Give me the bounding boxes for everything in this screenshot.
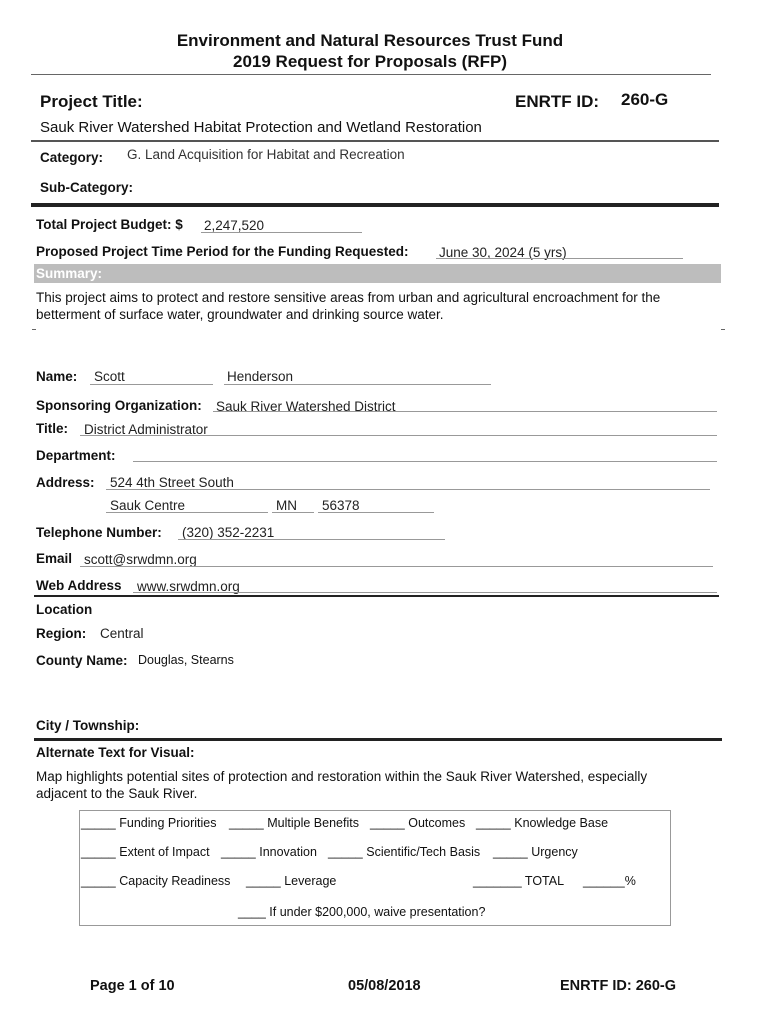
contact-rule — [34, 595, 719, 597]
phone-label: Telephone Number: — [36, 525, 162, 540]
zip-value: 56378 — [322, 498, 360, 513]
document-title: Environment and Natural Resources Trust Fund — [176, 31, 564, 50]
score-leverage: _____ Leverage — [246, 874, 337, 888]
enrtf-id-label: ENRTF ID: — [515, 92, 600, 111]
score-multiple-benefits: _____ Multiple Benefits — [229, 816, 359, 830]
budget-value: 2,247,520 — [204, 218, 265, 233]
web-label: Web Address — [36, 578, 122, 593]
summary-line-2: betterment of surface water, groundwater and drinking source water. — [36, 307, 444, 322]
street-value: 524 4th Street South — [110, 475, 234, 490]
header-rule — [31, 74, 711, 75]
first-name-value: Scott — [94, 369, 125, 384]
period-value: June 30, 2024 (5 yrs) — [439, 245, 567, 260]
org-value: Sauk River Watershed District — [216, 399, 396, 414]
period-label: Proposed Project Time Period for the Funding Requested: — [36, 244, 409, 259]
enrtf-id-value: 260-G — [621, 90, 669, 109]
summary-bar: Summary: — [34, 264, 721, 283]
summary-tick-right — [721, 329, 725, 330]
title-underline — [80, 435, 717, 436]
location-rule — [34, 738, 722, 741]
footer-date: 05/08/2018 — [348, 978, 421, 994]
project-title-value: Sauk River Watershed Habitat Protection and Wetland Restoration — [40, 119, 482, 136]
category-label: Category: — [40, 150, 104, 165]
score-total: _______ TOTAL — [473, 874, 565, 888]
email-underline — [80, 566, 713, 567]
web-underline — [133, 592, 717, 593]
last-name-underline — [224, 384, 491, 385]
department-underline — [133, 461, 717, 462]
alt-text-line-2: adjacent to the Sauk River. — [36, 786, 198, 801]
zip-underline — [318, 512, 434, 513]
org-label: Sponsoring Organization: — [36, 398, 202, 413]
budget-underline — [201, 232, 362, 233]
web-value: www.srwdmn.org — [137, 579, 240, 594]
phone-underline — [178, 539, 445, 540]
department-label: Department: — [36, 448, 116, 463]
address-label: Address: — [36, 475, 95, 490]
score-percent: ______% — [583, 874, 636, 888]
category-value: G. Land Acquisition for Habitat and Recreation — [127, 147, 405, 162]
phone-value: (320) 352-2231 — [182, 525, 275, 540]
city-township-label: City / Township: — [36, 718, 140, 733]
state-underline — [272, 512, 314, 513]
score-capacity-readiness: _____ Capacity Readiness — [81, 874, 231, 888]
summary-line-1: This project aims to protect and restore sensitive areas from urban and agricultural encroachment for the — [36, 290, 661, 305]
score-urgency: _____ Urgency — [493, 845, 578, 859]
title-rule — [31, 140, 719, 142]
org-underline — [213, 411, 717, 412]
email-label: Email — [36, 551, 73, 566]
document-subtitle: 2019 Request for Proposals (RFP) — [233, 52, 507, 71]
county-label: County Name: — [36, 653, 128, 668]
score-knowledge-base: _____ Knowledge Base — [476, 816, 609, 830]
alt-text-line-1: Map highlights potential sites of protection and restoration within the Sauk River Watershed, especially — [36, 769, 648, 784]
region-label: Region: — [36, 626, 87, 641]
project-title-label: Project Title: — [40, 92, 143, 111]
subcategory-label: Sub-Category: — [40, 180, 134, 195]
email-value: scott@srwdmn.org — [84, 552, 197, 567]
name-label: Name: — [36, 369, 78, 384]
score-innovation: _____ Innovation — [221, 845, 317, 859]
scoring-box — [79, 810, 671, 926]
state-value: MN — [276, 498, 297, 513]
last-name-value: Henderson — [227, 369, 294, 384]
title-value: District Administrator — [84, 422, 208, 437]
city-underline — [106, 512, 268, 513]
county-value: Douglas, Stearns — [138, 653, 234, 667]
score-scientific-basis: _____ Scientific/Tech Basis — [328, 845, 481, 859]
budget-label: Total Project Budget: $ — [36, 217, 183, 232]
summary-tick-left — [32, 329, 36, 330]
footer-enrtf-id: ENRTF ID: 260-G — [560, 978, 677, 994]
title-label: Title: — [36, 421, 69, 436]
score-waive-presentation: ____ If under $200,000, waive presentation? — [238, 905, 486, 919]
city-value: Sauk Centre — [110, 498, 186, 513]
score-outcomes: _____ Outcomes — [370, 816, 466, 830]
period-underline — [436, 258, 683, 259]
score-extent-of-impact: _____ Extent of Impact — [81, 845, 210, 859]
region-value: Central — [100, 626, 144, 641]
street-underline — [106, 489, 710, 490]
first-name-underline — [90, 384, 213, 385]
alt-text-label: Alternate Text for Visual: — [36, 745, 195, 760]
category-rule — [31, 203, 719, 207]
footer-page-number: Page 1 of 10 — [90, 978, 175, 994]
location-heading: Location — [36, 602, 93, 617]
score-funding-priorities: _____ Funding Priorities — [81, 816, 217, 830]
